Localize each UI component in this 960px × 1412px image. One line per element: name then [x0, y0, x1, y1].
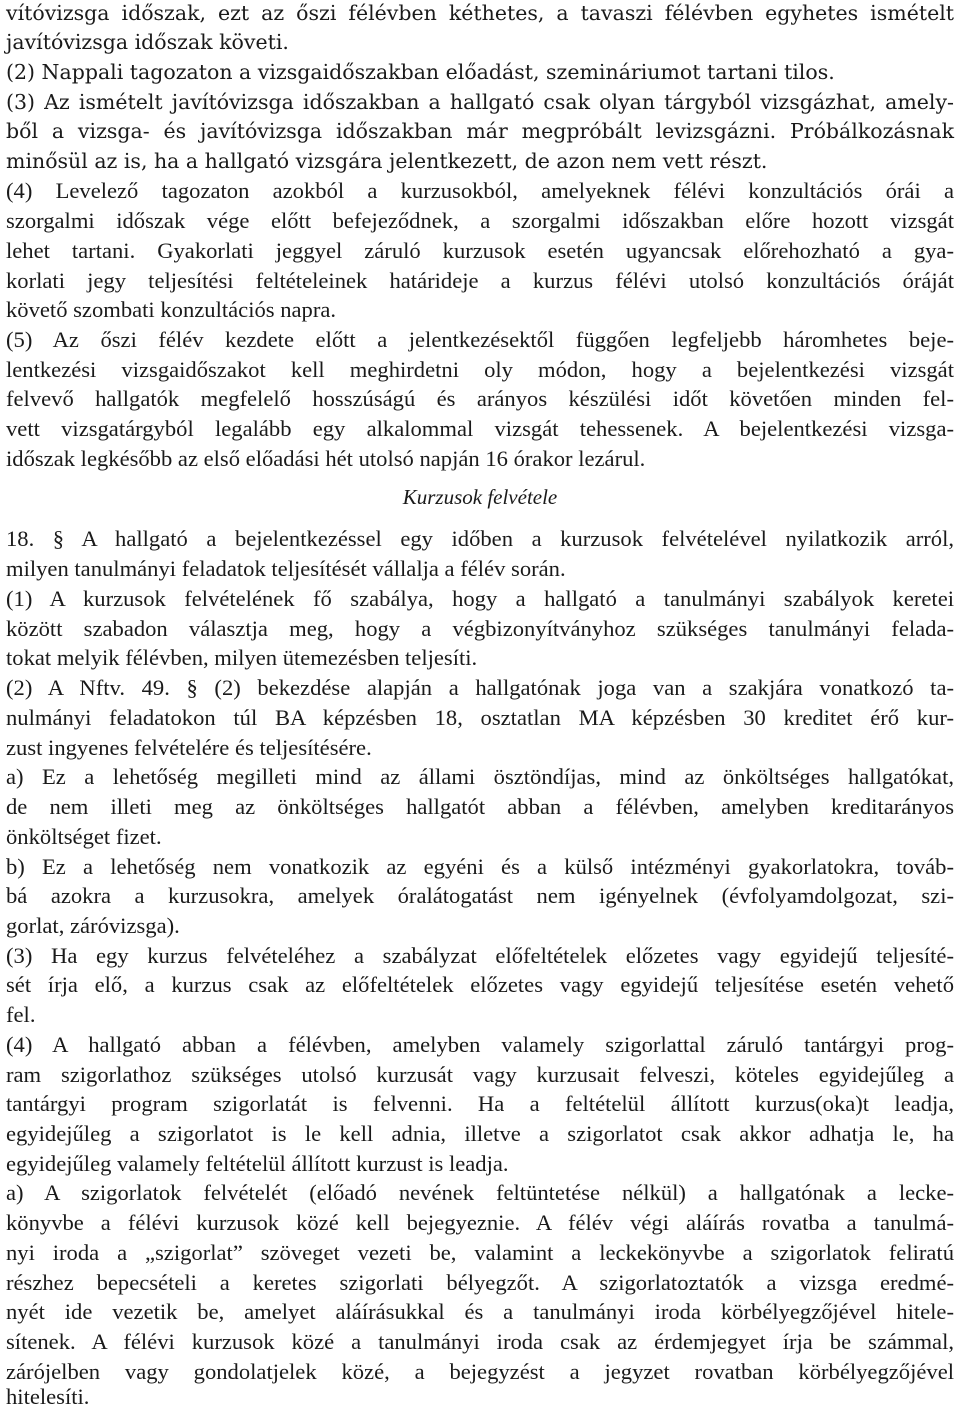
- text-line: nyi iroda a „szigorlat” szöveget vezeti be, valamint a leckekönyvbe a szigorlatok feliratú: [6, 1240, 954, 1265]
- text-line: (3) Ha egy kurzus felvételéhez a szabályzat előfeltételek előzetes vagy egyidejű teljesíté-: [6, 943, 954, 968]
- text-line: követő szombati konzultációs napra.: [6, 297, 337, 322]
- text-line: (2) Nappali tagozaton a vizsgaidőszakban előadást, szemináriumot tartani tilos.: [6, 60, 835, 84]
- text-line: hitelesíti.: [6, 1384, 90, 1409]
- text-line: tantárgyi program szigorlatát is felvenni. Ha a feltételül állított kurzus(oka)t leadja,: [6, 1091, 954, 1116]
- text-line: lentkezési vizsgaidőszakot kell meghirdetni oly módon, hogy a bejelentkezési vizsgát: [6, 357, 954, 382]
- text-line: milyen tanulmányi feladatok teljesítését vállalja a félév során.: [6, 556, 566, 581]
- text-line: között szabadon választja meg, hogy a végbizonyítványhoz szükséges tanulmányi felada-: [6, 616, 954, 641]
- text-line: (1) A kurzusok felvételének fő szabálya, hogy a hallgató a tanulmányi szabályok keretei: [6, 586, 954, 611]
- text-line: vítóvizsga időszak, ezt az őszi félévben kéthetes, a tavaszi félévben egyhetes ismételt: [6, 1, 954, 25]
- text-line: javítóvizsga időszak követi.: [6, 30, 289, 54]
- text-line: bá azokra a kurzusokra, amelyek óralátogatást nem igényelnek (évfolyamdolgozat, szi-: [6, 883, 954, 908]
- text-line: sét írja elő, a kurzus csak az előfeltételek előzetes vagy egyidejű teljesítése esetén vehető: [6, 972, 954, 997]
- text-line: (2) A Nftv. 49. § (2) bekezdése alapján a hallgatónak joga van a szakjára vonatkozó ta-: [6, 675, 954, 700]
- text-line: felvevő hallgatók megfelelő hosszúságú és arányos készülési időt követően minden fel-: [6, 386, 954, 411]
- text-line: tokat melyik félévben, milyen ütemezésben teljesíti.: [6, 645, 478, 670]
- text-line: korlati jegy teljesítési feltételeinek határideje a kurzus félévi utolsó konzultációs óráját: [6, 268, 954, 293]
- text-line: ram szigorlathoz szükséges utolsó kurzusát vagy kurzusait felveszi, köteles egyidejűleg a: [6, 1062, 954, 1087]
- section-heading: Kurzusok felvétele: [402, 485, 558, 509]
- text-line: könyvbe a félévi kurzusok közé kell bejegyeznie. A félév végi aláírás rovatba a tanulmá-: [6, 1210, 954, 1235]
- text-line: a) A szigorlatok felvételét (előadó nevének feltüntetése nélkül) a hallgatónak a lecke-: [6, 1180, 954, 1205]
- text-line: nulmányi feladatokon túl BA képzésben 18, osztatlan MA képzésben 30 kreditet érő kur-: [6, 705, 954, 730]
- text-line: szorgalmi időszak vége előtt befejeződnek, a szorgalmi időszakban előre hozott vizsgát: [6, 208, 954, 233]
- text-line: önköltséget fizet.: [6, 824, 162, 849]
- text-line: lehet tartani. Gyakorlati jeggyel záruló kurzusok esetén ugyancsak előrehozható a gya-: [6, 238, 954, 263]
- text-line: a) Ez a lehetőség megilleti mind az állami ösztöndíjas, mind az önköltséges hallgatókat,: [6, 764, 954, 789]
- text-line: egyidejűleg a szigorlatot is le kell adnia, illetve a szigorlatot csak akkor adhatja le, ha: [6, 1121, 954, 1146]
- text-line: (5) Az őszi félév kezdete előtt a jelentkezésektől függően legfeljebb háromhetes beje-: [6, 327, 954, 352]
- text-line: ből a vizsga- és javítóvizsga időszakban már megpróbált levizsgázni. Próbálkozásnak: [6, 119, 954, 143]
- text-line: sítenek. A félévi kurzusok közé a tanulmányi iroda csak az érdemjegyet írja be számmal,: [6, 1329, 954, 1354]
- text-line: b) Ez a lehetőség nem vonatkozik az egyéni és a külső intézményi gyakorlatokra, továb-: [6, 854, 954, 879]
- text-line: időszak legkésőbb az első előadási hét utolsó napján 16 órakor lezárul.: [6, 446, 646, 471]
- text-line: de nem illeti meg az önköltséges hallgatót abban a félévben, amelyben kreditarányos: [6, 794, 954, 819]
- text-line: vett vizsgatárgyból legalább egy alkalommal vizsgát tehessenek. A bejelentkezési vizsga-: [6, 416, 954, 441]
- text-line: (4) A hallgató abban a félévben, amelyben valamely szigorlattal záruló tantárgyi prog-: [6, 1032, 954, 1057]
- text-line: zust ingyenes felvételére és teljesítésére.: [6, 735, 372, 760]
- text-line: fel.: [6, 1002, 36, 1027]
- text-line: 18. § A hallgató a bejelentkezéssel egy időben a kurzusok felvételével nyilatkozik arról,: [6, 526, 954, 551]
- text-line: (4) Levelező tagozaton azokból a kurzusokból, amelyeknek félévi konzultációs órái a: [6, 178, 954, 203]
- text-line: részhez bepecsételi a keretes szigorlati bélyegzőt. A szigorlatoztatók a vizsga eredmé-: [6, 1270, 954, 1295]
- text-line: gorlat, záróvizsga).: [6, 913, 180, 938]
- text-line: nyét ide vezetik be, amelyet aláírásukkal és a tanulmányi iroda körbélyegzőjével hitele-: [6, 1299, 954, 1324]
- text-line: (3) Az ismételt javítóvizsga időszakban a hallgató csak olyan tárgyból vizsgázhat, amely-: [6, 90, 954, 114]
- text-line: egyidejűleg valamely feltételül állított kurzust is leadja.: [6, 1151, 509, 1176]
- text-line: minősül az is, ha a hallgató vizsgára jelentkezett, de azon nem vett részt.: [6, 149, 768, 173]
- text-line: zárójelben vagy gondolatjelek közé, a bejegyzést a jegyzet rovatban körbélyegzőjével: [6, 1359, 954, 1384]
